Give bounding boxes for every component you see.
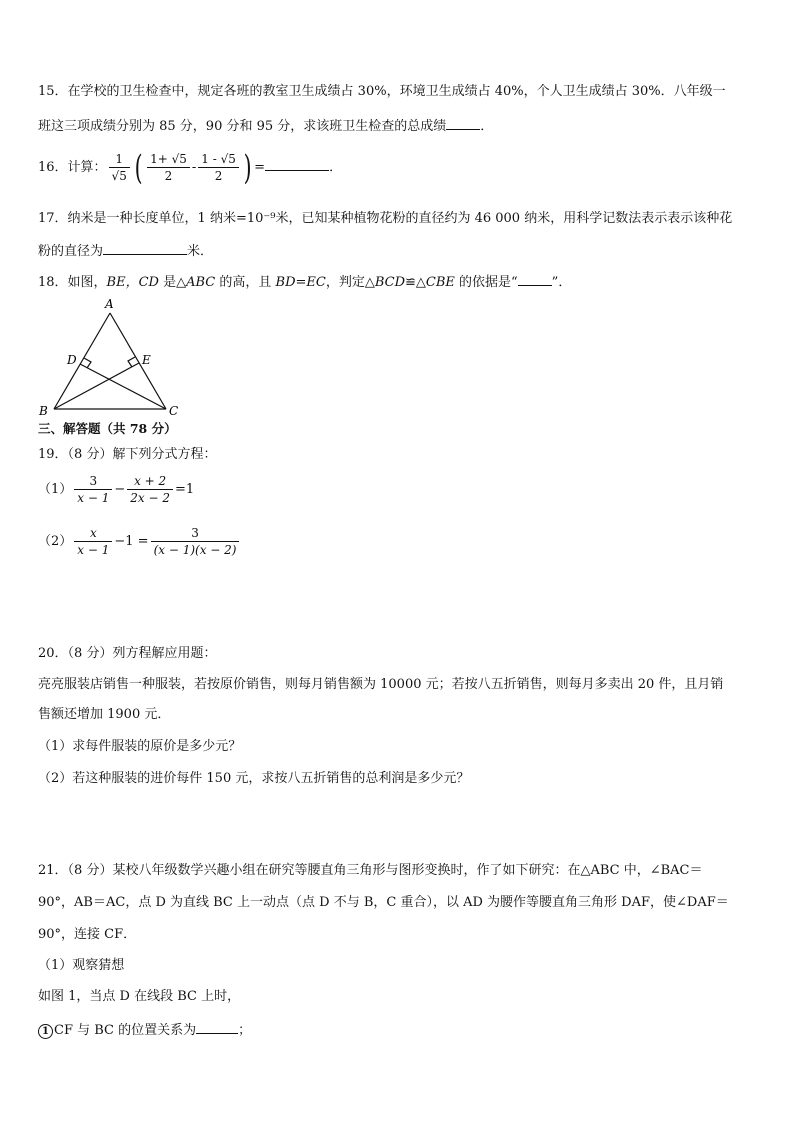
- q20-line1: 亮亮服装店销售一种服装，若按原价销售，则每月销售额为 10000 元；若按八五折销售，则每月多卖出 20 件，且月销: [38, 677, 724, 692]
- q18-text-mid4: 的依据是“: [454, 275, 518, 290]
- q16-line: [38, 148, 342, 188]
- q18-text-mid2: 的高，且: [215, 275, 276, 290]
- q18-text-cong: ≌△: [405, 275, 426, 290]
- q16-answer-blank: [265, 156, 329, 171]
- q17-line1: 17．纳米是一种长度单位，1 纳米=10⁻⁹米，已知某种植物花粉的直径约为 46 000 纳米，用科学记数法表示表示该种花: [38, 211, 733, 226]
- q15-line1: 15．在学校的卫生检查中，规定各班的教室卫生成绩占 30%，环境卫生成绩占 40%，个人卫生成绩占 30%．八年级一: [38, 84, 726, 99]
- q19-p1-frac1-den: x − 1: [77, 491, 110, 505]
- q21-line3: 90°，连接 CF．: [38, 927, 137, 942]
- label-c: C: [169, 404, 179, 418]
- q18-text-abc: ABC: [186, 275, 216, 290]
- q19-p1-frac1-num: 3: [74, 473, 112, 490]
- circled-number-icon: 1: [38, 1024, 53, 1039]
- q19-part2: [38, 522, 241, 562]
- q19-p2-frac2: [151, 525, 240, 558]
- q16-frac3: [198, 151, 239, 184]
- q18-triangle-figure: [36, 294, 186, 420]
- q15-answer-blank: [446, 115, 480, 130]
- q18-text-cbe: CBE: [425, 275, 455, 290]
- q19-title: 19．（8 分）解下列分式方程：: [38, 447, 217, 462]
- q20-title: 20．（8 分）列方程解应用题：: [38, 646, 217, 661]
- q19-p1-frac1: [74, 473, 112, 506]
- q16-frac1-num: 1: [109, 151, 130, 168]
- q16-frac1: [109, 151, 130, 184]
- q17-answer-blank: [103, 240, 187, 255]
- q16-minus: -: [191, 160, 197, 175]
- q16-frac3-den: 2: [214, 169, 223, 183]
- q16-frac1-den: √5: [111, 169, 127, 183]
- q21-line2: 90°，AB＝AC，点 D 为直线 BC 上一动点（点 D 不与 B，C 重合），以 AD 为腰作等腰直角三角形 DAF，使∠DAF＝: [38, 895, 729, 910]
- q19-p1-minus: −: [114, 482, 126, 497]
- label-a: A: [105, 297, 114, 311]
- q19-part1: [38, 470, 194, 510]
- q18-text-mid1: 是△: [158, 275, 187, 290]
- q16-equals: =: [254, 160, 266, 175]
- q17-line2: [38, 240, 213, 261]
- q20-sub2: （2）若这种服装的进价每件 150 元，求按八五折销售的总利润是多少元？: [38, 771, 470, 786]
- q16-prefix: 16．计算：: [38, 160, 107, 175]
- q16-frac2-num: 1+ √5: [147, 151, 190, 168]
- section3-title: 三、解答题（共 78 分）: [38, 421, 177, 436]
- q20-sub1: （1）求每件服装的原价是多少元？: [38, 739, 242, 754]
- q18-text-mid3: ，判定△: [325, 275, 375, 290]
- q16-end: ．: [329, 160, 343, 175]
- side-ab: [54, 313, 110, 409]
- q21-sub2: 如图 1，当点 D 在线段 BC 上时，: [38, 989, 241, 1004]
- label-b: B: [39, 404, 48, 418]
- q15-line2-end: ．: [480, 119, 494, 134]
- q21-item1-blank: [196, 1019, 238, 1034]
- q18-text-eq: BD=EC: [275, 275, 326, 290]
- q16-right-paren: ): [243, 147, 252, 188]
- q19-p2-frac2-den: (x − 1)(x − 2): [153, 543, 237, 557]
- q18-answer-blank: [518, 271, 552, 286]
- label-d: D: [67, 353, 77, 367]
- q15-line2: [38, 115, 493, 136]
- q19-p1-label: （1）: [38, 482, 73, 497]
- q19-p2-frac1-num: x: [74, 525, 112, 542]
- q17-line2-start: 粉的直径为: [38, 244, 104, 259]
- q18-text-start: 18．如图，: [38, 275, 107, 290]
- q15-line2-text: 班这三项成绩分别为 85 分，90 分和 95 分，求该班卫生检查的总成绩: [38, 119, 447, 134]
- q16-left-paren: (: [134, 147, 143, 188]
- q19-p2-frac2-num: 3: [151, 525, 240, 542]
- q18-line: [38, 271, 571, 292]
- q19-p1-frac2-den: 2x − 2: [130, 491, 171, 505]
- q19-p1-rhs: =1: [175, 482, 195, 497]
- q16-frac2: [147, 151, 190, 184]
- q19-p2-frac1: [74, 525, 112, 558]
- q16-frac3-num: 1 - √5: [198, 151, 239, 168]
- q20-line2: 售额还增加 1900 元．: [38, 707, 171, 722]
- q21-sub1: （1）观察猜想: [38, 958, 125, 973]
- q18-text-end: ”．: [551, 275, 572, 290]
- q21-item1-text: CF 与 BC 的位置关系为: [54, 1023, 197, 1038]
- q19-p2-label: （2）: [38, 534, 73, 549]
- q19-p1-frac2: [127, 473, 173, 506]
- label-e: E: [142, 353, 151, 367]
- q19-p2-mid: −1 =: [114, 534, 149, 549]
- q19-p2-frac1-den: x − 1: [77, 543, 110, 557]
- q17-line2-end: 米．: [187, 244, 214, 259]
- q16-frac2-den: 2: [164, 169, 173, 183]
- q18-text-be-cd: BE，CD: [106, 275, 159, 290]
- q19-p1-frac2-num: x + 2: [127, 473, 173, 490]
- q21-line1: 21．（8 分）某校八年级数学兴趣小组在研究等腰直角三角形与图形变换时，作了如下研究：在△ABC 中，∠BAC＝: [38, 863, 703, 878]
- q21-item1-end: ；: [238, 1023, 252, 1038]
- q18-text-bcd: BCD: [374, 275, 405, 290]
- q21-item1: [38, 1019, 251, 1040]
